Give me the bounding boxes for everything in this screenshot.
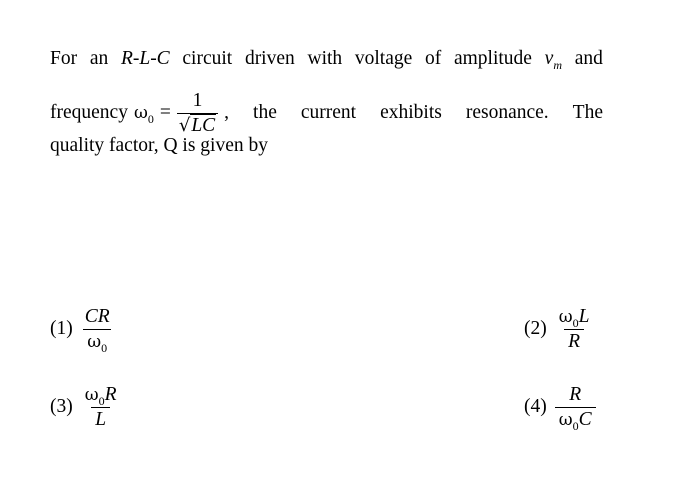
word: The: [572, 102, 603, 124]
voltage-amplitude-symbol: [544, 48, 562, 72]
word: circuit: [182, 48, 233, 69]
word: with: [307, 48, 343, 69]
option-4[interactable]: [524, 384, 596, 433]
fraction-numerator: R: [569, 384, 582, 405]
fraction-denominator: [83, 329, 111, 355]
option-1[interactable]: [50, 306, 114, 355]
omega-symbol: ω: [84, 385, 99, 405]
subscript-0: 0: [572, 418, 579, 433]
omega-symbol: ω: [558, 409, 573, 430]
word: voltage: [354, 48, 413, 69]
word: driven: [244, 48, 295, 69]
fraction-one-over-sqrt-lc: [177, 91, 218, 135]
variable: L: [578, 306, 590, 327]
word: exhibits: [380, 102, 442, 124]
frequency-expression: [50, 91, 229, 135]
var-v: v: [544, 48, 554, 69]
sqrt-argument: LC: [191, 114, 216, 136]
fraction-numerator: 1: [192, 90, 203, 111]
option-2[interactable]: [524, 307, 593, 351]
option-fraction: [81, 385, 121, 429]
circuit-type: R-L-C: [120, 48, 170, 69]
fraction-numerator: CR: [84, 306, 110, 327]
word: and: [574, 48, 603, 69]
omega-symbol: ω: [133, 103, 148, 124]
subscript-0: 0: [101, 340, 108, 355]
word: an: [89, 48, 109, 69]
word: the: [253, 102, 277, 124]
subscript-0: 0: [147, 112, 154, 127]
option-label: (4): [524, 396, 547, 417]
variable: R: [104, 384, 117, 405]
omega-symbol: ω: [558, 307, 573, 327]
fraction-denominator: [177, 113, 218, 136]
sqrt-icon: √: [178, 114, 191, 136]
fraction-numerator: [81, 385, 121, 407]
option-fraction: [555, 307, 594, 351]
word: resonance.: [465, 102, 549, 124]
omega-zero: [133, 103, 154, 127]
comma: ,: [224, 102, 230, 124]
option-3[interactable]: [50, 385, 121, 429]
fraction-denominator: L: [91, 407, 110, 430]
word: amplitude: [453, 48, 532, 69]
option-label: (1): [50, 318, 73, 339]
word: frequency: [50, 102, 128, 124]
option-label: (3): [50, 396, 73, 417]
subscript-m: m: [553, 58, 562, 72]
fraction-denominator: [555, 407, 596, 433]
omega-symbol: ω: [87, 331, 102, 352]
option-fraction: [81, 306, 114, 355]
word: current: [300, 102, 357, 124]
fraction-numerator: [555, 307, 594, 329]
word: For: [50, 48, 78, 69]
question-line-2: [50, 91, 603, 135]
fraction-denominator: R: [564, 329, 584, 352]
question-line-3: quality factor, Q is given by: [50, 135, 269, 156]
equals-sign: =: [159, 102, 171, 124]
word: of: [425, 48, 442, 69]
subscript-0: 0: [572, 316, 579, 330]
option-fraction: [555, 384, 596, 433]
variable: C: [578, 408, 592, 430]
subscript-0: 0: [98, 394, 105, 408]
option-label: (2): [524, 318, 547, 339]
question-line-1: [50, 48, 603, 72]
